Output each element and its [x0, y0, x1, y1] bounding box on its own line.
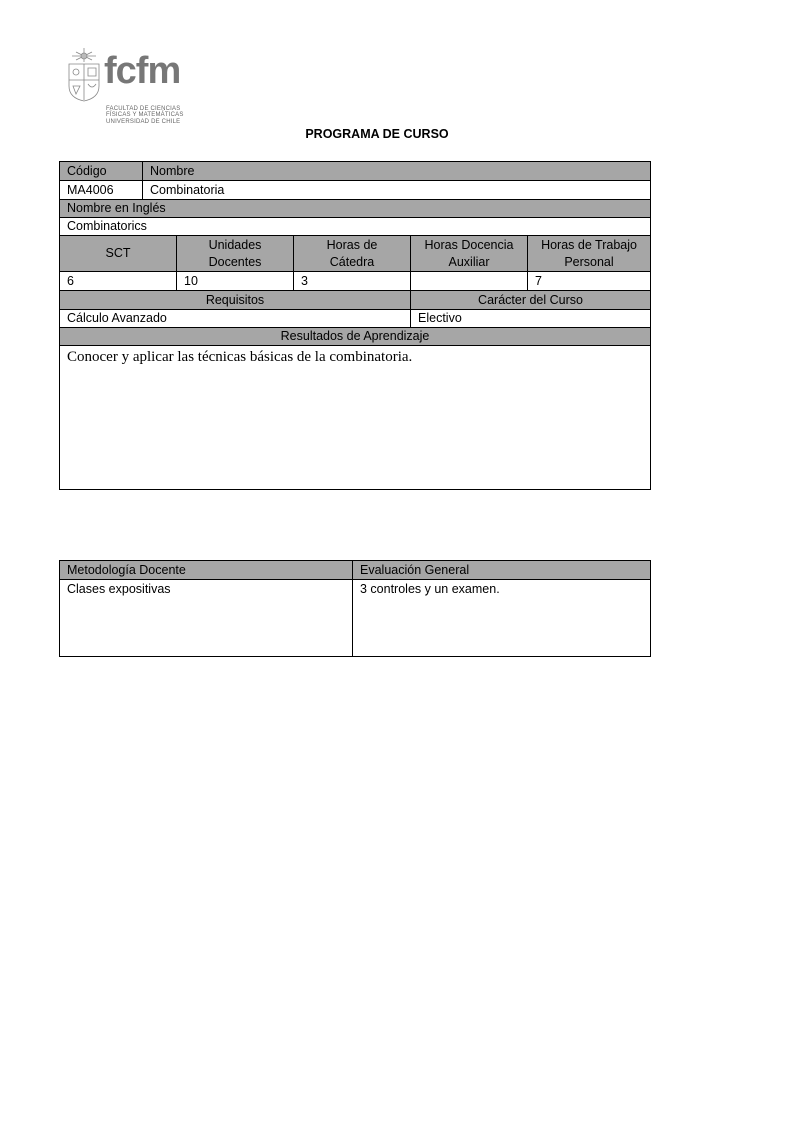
codigo-value: MA4006: [60, 181, 143, 200]
personal-value: 7: [528, 272, 651, 291]
catedra-label-line: Horas de: [326, 237, 378, 252]
caracter-value: Electivo: [411, 310, 651, 328]
nombre-value: Combinatoria: [143, 181, 651, 200]
unidades-label-line: Unidades: [208, 237, 262, 252]
nombre-ingles-label: Nombre en Inglés: [60, 200, 651, 218]
auxiliar-label-line: Auxiliar: [448, 254, 490, 269]
catedra-label: [294, 236, 411, 272]
nombre-ingles-value: Combinatorics: [60, 218, 651, 236]
methods-table: [59, 560, 651, 657]
university-seal-icon: [66, 46, 102, 102]
fcfm-logo: [66, 46, 196, 128]
auxiliar-label: [411, 236, 528, 272]
nombre-label: Nombre: [143, 162, 651, 181]
logo-subtitle-line: UNIVERSIDAD DE CHILE: [106, 118, 181, 125]
caracter-label: Carácter del Curso: [411, 291, 651, 310]
auxiliar-value: [411, 272, 528, 291]
sct-label: SCT: [60, 236, 177, 272]
evaluacion-label: Evaluación General: [353, 561, 651, 580]
metodologia-label: Metodología Docente: [60, 561, 353, 580]
course-info-table: [59, 161, 651, 490]
personal-label-line: Personal: [564, 254, 614, 269]
catedra-label-line: Cátedra: [329, 254, 375, 269]
unidades-label-line: Docentes: [208, 254, 262, 269]
logo-wordmark: fcfm: [104, 50, 181, 92]
evaluacion-value: 3 controles y un examen.: [353, 580, 651, 657]
metodologia-value: Clases expositivas: [60, 580, 353, 657]
requisitos-value: Cálculo Avanzado: [60, 310, 411, 328]
auxiliar-label-line: Horas Docencia: [424, 237, 514, 252]
page-title: PROGRAMA DE CURSO: [305, 127, 449, 141]
resultados-value: Conocer y aplicar las técnicas básicas de la combinatoria.: [60, 346, 651, 490]
resultados-label: Resultados de Aprendizaje: [60, 328, 651, 346]
logo-subtitle-line: FÍSICAS Y MATEMÁTICAS: [106, 112, 184, 119]
catedra-value: 3: [294, 272, 411, 291]
unidades-label: [177, 236, 294, 272]
requisitos-label: Requisitos: [60, 291, 411, 310]
unidades-value: 10: [177, 272, 294, 291]
personal-label-line: Horas de Trabajo: [541, 237, 637, 252]
sct-value: 6: [60, 272, 177, 291]
codigo-label: Código: [60, 162, 143, 181]
logo-subtitle-line: FACULTAD DE CIENCIAS: [106, 106, 181, 112]
logo-subtitle: [106, 106, 184, 125]
personal-label: [528, 236, 651, 272]
